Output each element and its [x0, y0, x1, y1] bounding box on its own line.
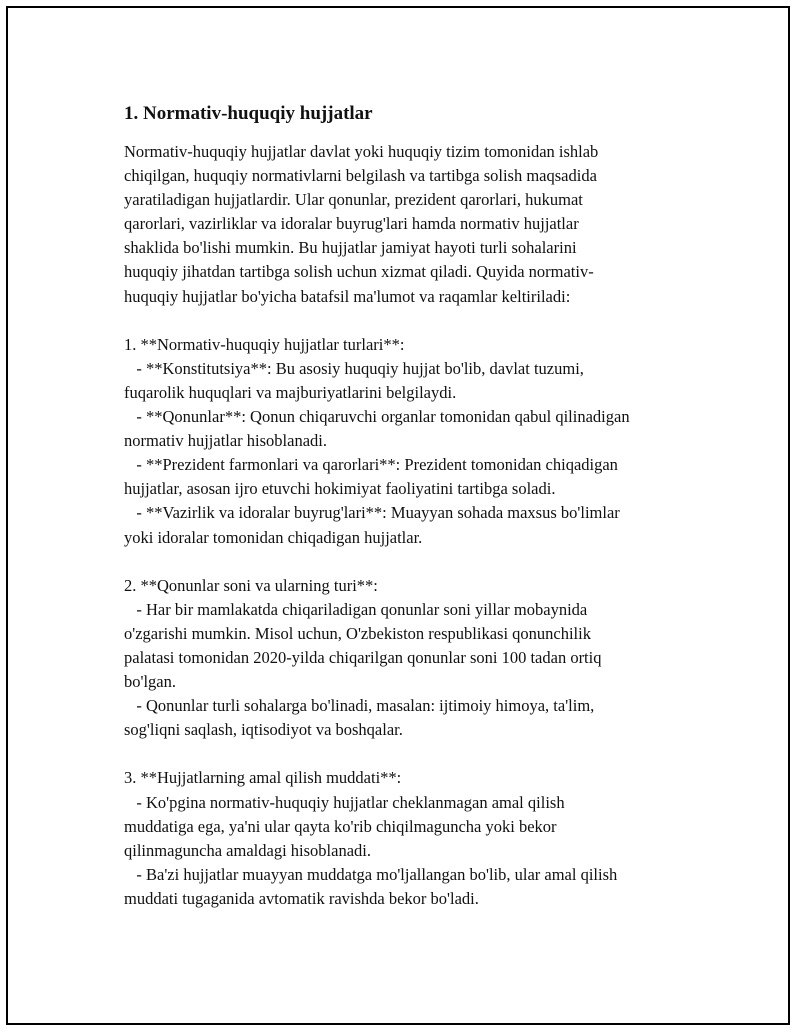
- section-heading: 1. Normativ-huquqiy hujjatlar: [124, 103, 373, 124]
- document-page: [6, 6, 790, 1025]
- document-content: [124, 100, 694, 911]
- section-body: Normativ-huquqiy hujjatlar davlat yoki huquqiy tizim tomonidan ishlab chiqilgan, huquqiy normativlarni belgilash va tartibga solish maqsadida yaratiladigan hujjatlardir. Ular qonunlar, prezident qarorlari, hukumat qarorlari, vazirliklar va idoralar buyrug'lari hamda normativ hujjatlar shaklida bo'lishi mumkin. Bu hujjatlar jamiyat hayoti turli sohalarini huquqiy jihatdan tartibga solish uchun xizmat qiladi. Quyida normativ- huquqiy hujjatlar bo'yicha batafsil ma'lumot va raqamlar keltiriladi: 1. **Normativ-huquqiy hujjatlar turlari**: - **Konstitutsiya**: Bu asosiy huquqiy hujjat bo'lib, davlat tuzumi, fuqarolik huquqlari va majburiyatlarini belgilaydi. - **Qonunlar**: Qonun chiqaruvchi organlar tomonidan qabul qilinadigan normativ hujjatlar hisoblanadi. - **Prezident farmonlari va qarorlari**: Prezident tomonidan chiqadigan hujjatlar, asosan ijro etuvchi hokimiyat faoliyatini tartibga soladi. - **Vazirlik va idoralar buyrug'lari**: Muayyan sohada maxsus bo'limlar yoki idoralar tomonidan chiqadigan hujjatlar. 2. **Qonunlar soni va ularning turi**: - Har bir mamlakatda chiqariladigan qonunlar soni yillar mobaynida o'zgarishi mumkin. Misol uchun, O'zbekiston respublikasi qonunchilik palatasi tomonidan 2020-yilda chiqarilgan qonunlar soni 100 tadan ortiq bo'lgan. - Qonunlar turli sohalarga bo'linadi, masalan: ijtimoiy himoya, ta'lim, sog'liqni saqlash, iqtisodiyot va boshqalar. 3. **Hujjatlarning amal qilish muddati**: - Ko'pgina normativ-huquqiy hujjatlar cheklanmagan amal qilish muddatiga ega, ya'ni ular qayta ko'rib chiqilmaguncha yoki bekor qilinmaguncha amaldagi hisoblanadi. - Ba'zi hujjatlar muayyan muddatga mo'ljallangan bo'lib, ular amal qilish muddati tugaganida avtomatik ravishda bekor bo'ladi.: [124, 142, 630, 908]
